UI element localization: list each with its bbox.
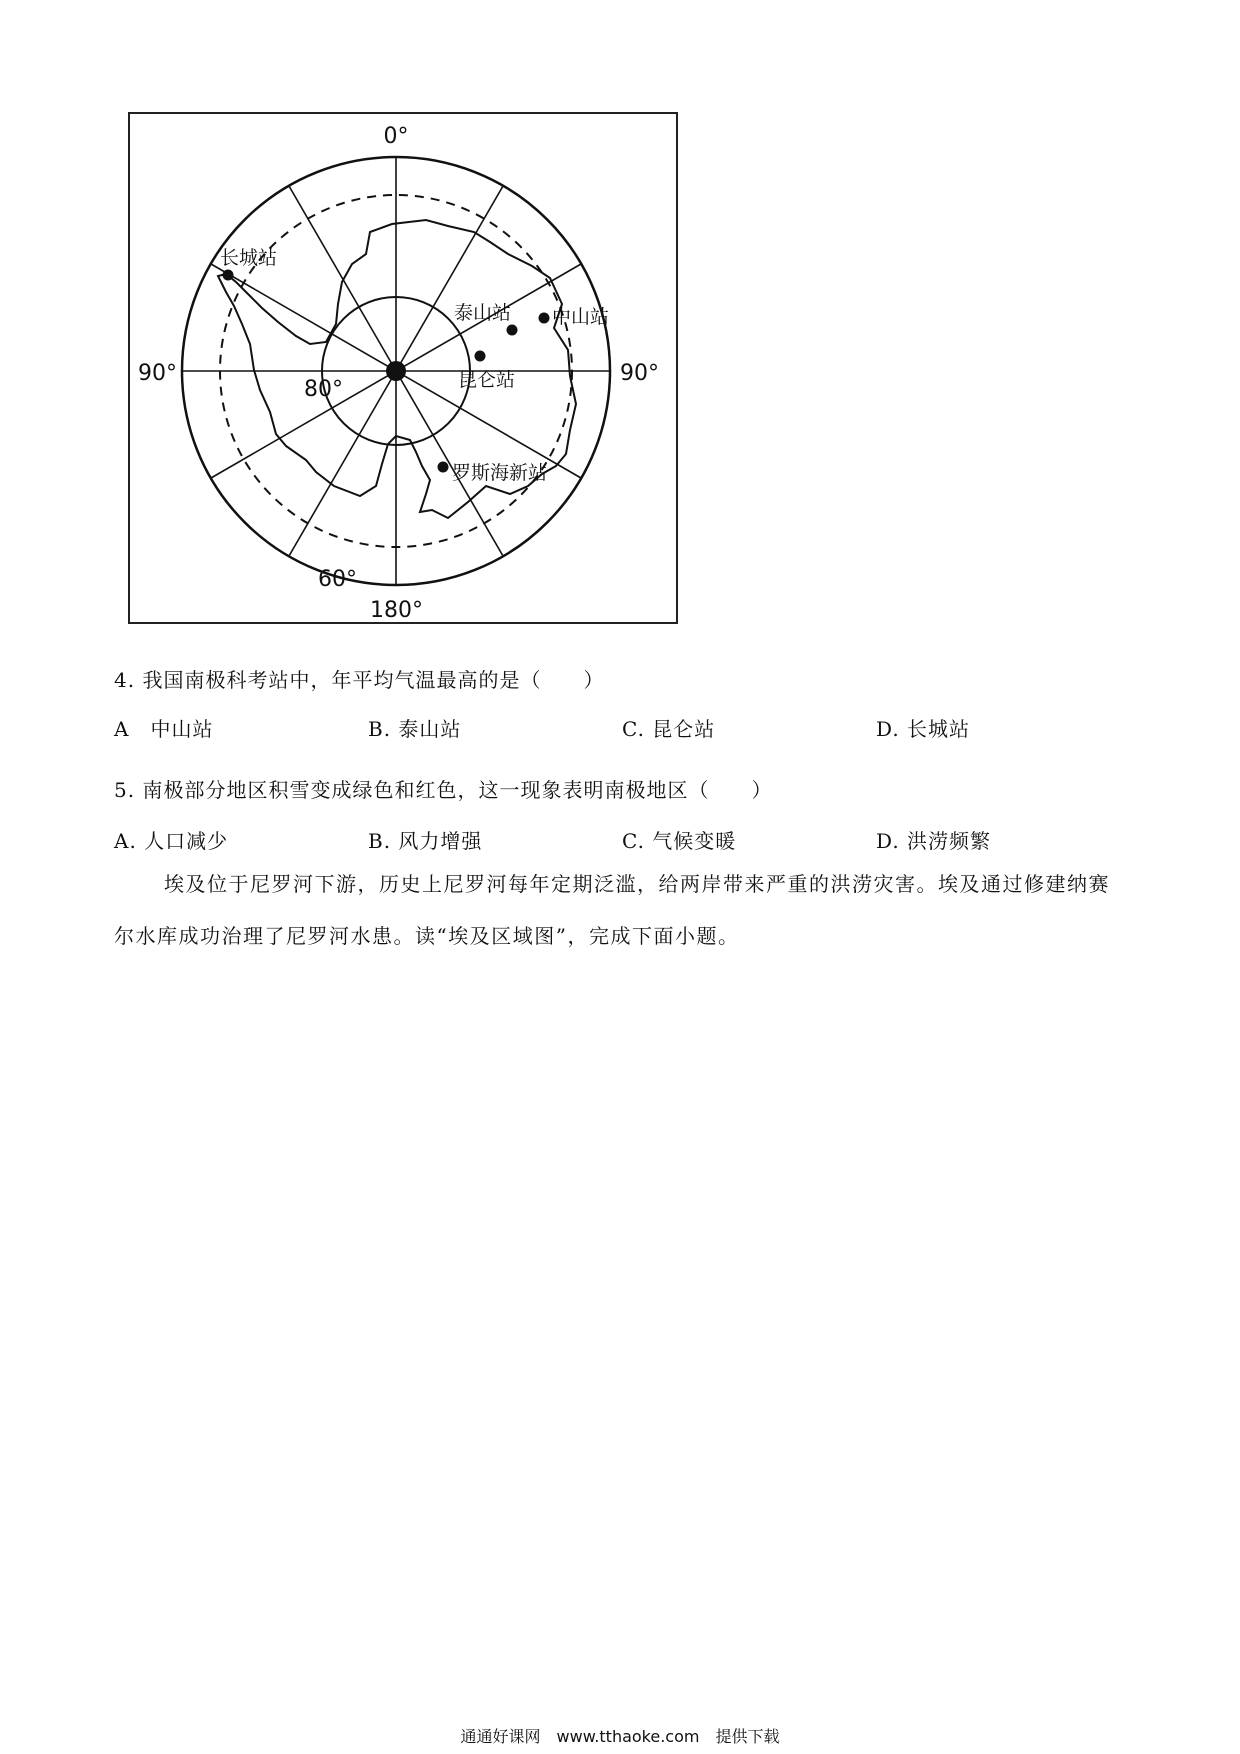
polar-projection-figure	[130, 114, 680, 626]
south-pole-dot	[386, 361, 406, 381]
luosihai-station-dot	[438, 462, 449, 473]
question-5-option-a: A. 人口减少	[114, 829, 229, 853]
zhongshan-station-dot	[539, 313, 550, 324]
label-kunlun: 昆仑站	[458, 369, 516, 391]
kunlun-station-dot	[475, 351, 486, 362]
question-5-stem: 5. 南极部分地区积雪变成绿色和红色，这一现象表明南极地区（ ）	[114, 778, 773, 802]
label-luosihai: 罗斯海新站	[452, 462, 548, 484]
label-90-left: 90°	[138, 361, 177, 386]
page-footer: 通通好课网 www.tthaoke.com 提供下载	[460, 1727, 780, 1746]
question-4-option-b: B. 泰山站	[368, 717, 462, 741]
question-5-option-b: B. 风力增强	[368, 829, 483, 853]
label-80-lat: 80°	[304, 377, 343, 402]
antarctica-map	[128, 112, 678, 624]
label-90-right: 90°	[620, 361, 659, 386]
question-4-option-c: C. 昆仑站	[622, 717, 716, 741]
changcheng-station-dot	[223, 270, 234, 281]
label-changcheng: 长城站	[220, 247, 278, 269]
label-180-deg: 180°	[370, 598, 423, 623]
label-60-lat: 60°	[318, 567, 357, 592]
question-4-option-d: D. 长城站	[876, 717, 971, 741]
label-taishan: 泰山站	[454, 302, 512, 324]
label-zhongshan: 中山站	[552, 306, 610, 328]
taishan-station-dot	[507, 325, 518, 336]
label-0-deg: 0°	[383, 124, 409, 149]
question-4-stem: 4. 我国南极科考站中，年平均气温最高的是（ ）	[114, 668, 605, 692]
question-4-option-a: A 中山站	[114, 717, 214, 741]
question-5-option-d: D. 洪涝频繁	[876, 829, 992, 853]
question-5-option-c: C. 气候变暖	[622, 829, 737, 853]
egypt-passage: 埃及位于尼罗河下游，历史上尼罗河每年定期泛滥，给两岸带来严重的洪涝灾害。埃及通过修建纳赛尔水库成功治理了尼罗河水患。读“埃及区域图”，完成下面小题。	[114, 872, 1110, 948]
